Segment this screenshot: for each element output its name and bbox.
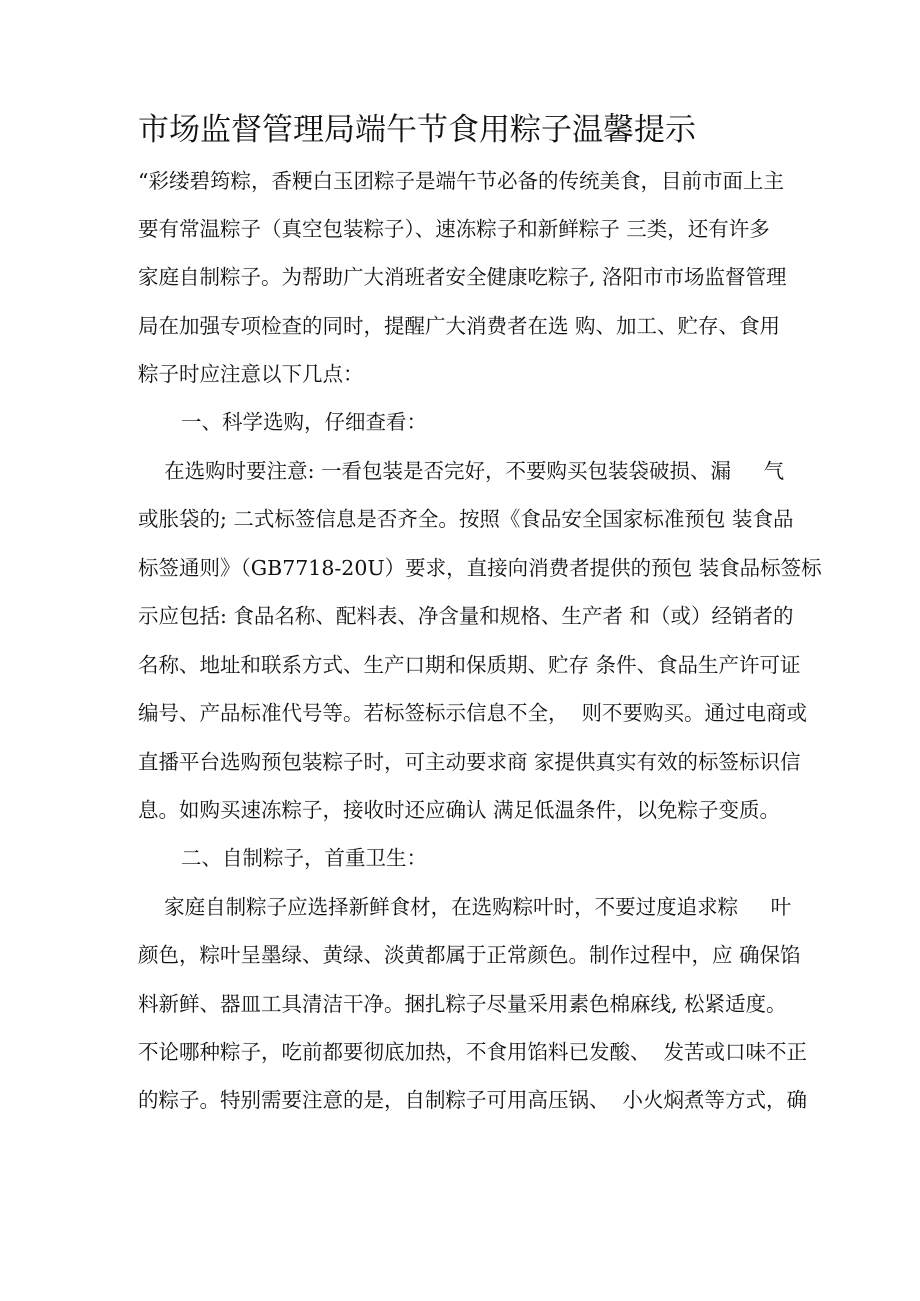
section-2-heading: 二、自制粽子，首重卫生： <box>181 846 427 870</box>
section-2-line-4: 不论哪种粽子，吃前都要彻底加热，不食用馅料已发酸、 发苦或口味不正 <box>138 1040 808 1064</box>
intro-line-5: 粽子时应注意以下几点： <box>138 362 364 386</box>
section-2-line-2: 颜色，粽叶呈墨绿、黄绿、淡黄都属于正常颜色。制作过程中，应 确保馅 <box>138 943 801 967</box>
section-1-line-7: 直播平台选购预包装粽子时，可主动要求商 家提供真实有效的标签标识信 <box>138 750 801 774</box>
section-1-line-6: 编号、产品标准代号等。若标签标示信息不全， 则不要购买。通过电商或 <box>138 701 808 725</box>
section-1-line-8: 息。如购买速冻粽子，接收时还应确认 满足低温条件，以免粽子变质。 <box>138 798 781 822</box>
section-1-heading: 一、科学选购，仔细查看： <box>181 410 427 434</box>
section-1-line-4: 示应包括: 食品名称、配料表、净含量和规格、生产者 和（或）经销者的 <box>138 604 794 628</box>
intro-line-1: “彩缕碧筠粽，香粳白玉团粽子是端午节必备的传统美食，目前市面上主 <box>138 169 784 193</box>
section-2-line-5: 的粽子。特别需要注意的是，自制粽子可用高压锅、 小火焖煮等方式，确 <box>138 1088 808 1112</box>
document-title: 市场监督管理局端午节食用粽子温馨提示 <box>138 112 696 148</box>
section-2-line-1: 家庭自制粽子应选择新鲜食材，在选购粽叶时，不要过度追求粽 叶 <box>138 895 792 919</box>
intro-line-2: 要有常温粽子（真空包装粽子）、速冻粽子和新鲜粽子 三类，还有许多 <box>138 217 770 241</box>
intro-line-3: 家庭自制粽子。为帮助广大消班者安全健康吃粽子, 洛阳市市场监督管理 <box>138 265 787 289</box>
section-1-line-2: 或胀袋的; 二式标签信息是否齐全。按照《食品安全国家标准预包 装食品 <box>138 507 794 531</box>
section-1-line-5: 名称、地址和联系方式、生产口期和保质期、贮存 条件、食品生产许可证 <box>138 653 801 677</box>
intro-line-4: 局在加强专项检查的同时，提醒广大消费者在选 购、加工、贮存、食用 <box>138 314 781 338</box>
section-2-line-3: 料新鲜、器皿工具清洁干净。捆扎粽子尽量采用素色棉麻线, 松紧适度。 <box>138 992 787 1016</box>
section-1-line-3: 标签通则》（GB7718-20U）要求，直接向消费者提供的预包 装食品标签标 <box>138 556 822 580</box>
section-1-line-1: 在选购时要注意: 一看包装是否完好，不要购买包装袋破损、漏 气 <box>138 459 785 483</box>
